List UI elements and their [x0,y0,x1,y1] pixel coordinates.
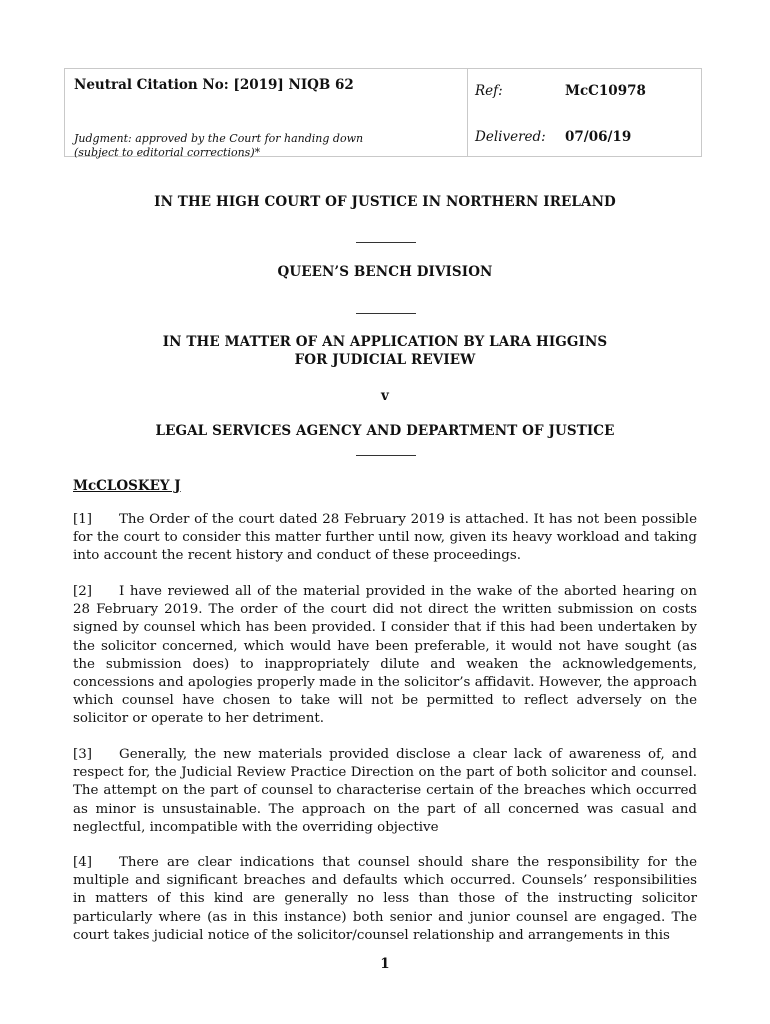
citation-left-cell [74,77,462,159]
paragraph-3 [73,746,697,837]
paragraph-4 [73,854,697,945]
paragraph-text: I have reviewed all of the material provided in the wake of the aborted hearing on 28 February 2019. The order of the court did not direct the written submission on costs signed by counsel which has been provided. I consider that if this had been undertaken by the solicitor concerned, which would have been preferable, it would not have sought (as the submission does) to inappropriately dilute and weaken the acknowledgements, concessions and apologies properly made in the solicitor’s affidavit. However, the approach which counsel have chosen to take will not be permitted to reflect adversely on the solicitor or operate to her detriment. [73,584,697,727]
reference-row [475,83,646,99]
paragraph-text: The Order of the court dated 28 February 2019 is attached. It has not been possible for the court to consider this matter further until now, given its heavy workload and taking into account the recent history and conduct of these proceedings. [73,512,697,564]
paragraph-1 [73,511,697,566]
citation-box-divider [467,69,468,156]
title-rule-3 [356,455,416,456]
judgment-note-line1: Judgment: approved by the Court for handing down [74,132,364,145]
title-rule-1 [356,242,416,243]
ref-value: McC10978 [565,83,646,99]
title-rule-2 [356,313,416,314]
paragraph-number: [4] [73,855,92,870]
neutral-citation: Neutral Citation No: [2019] NIQB 62 [74,77,354,93]
matter-title-line1: IN THE MATTER OF AN APPLICATION BY LARA HIGGINS [162,334,608,350]
judgment-note [74,132,363,160]
paragraph-number: [1] [73,512,92,527]
citation-box [64,68,702,157]
judgment-note-line2: (subject to editorial corrections)* [74,146,261,159]
paragraph-2 [73,583,697,729]
judge-name: McCLOSKEY J [73,478,181,494]
court-title: IN THE HIGH COURT OF JUSTICE IN NORTHERN IRELAND [154,194,616,210]
paragraph-number: [2] [73,584,92,599]
paragraph-text: Generally, the new materials provided disclose a clear lack of awareness of, and respect for, the Judicial Review Practice Direction on the part of both solicitor and counsel. The attempt on the part of counsel to characterise certain of the breaches which occurred as minor is unsustainable. The approach on the part of all concerned was casual and neglectful, incompatible with the overriding objective [73,747,697,835]
paragraph-number: [3] [73,747,92,762]
delivered-row [475,129,631,145]
delivered-label: Delivered: [475,129,546,145]
division-title: QUEEN’S BENCH DIVISION [277,264,493,280]
page-number: 1 [380,956,390,972]
ref-label: Ref: [475,83,503,99]
versus: v [381,388,389,404]
paragraph-text: There are clear indications that counsel should share the responsibility for the multiple and significant breaches and defaults which occurred. Counsels’ responsibilities in matters of this kind are generally no less than those of the instructing solicitor particularly where (as in this instance) both senior and junior counsel are engaged. The court takes judicial notice of the solicitor/counsel relationship and arrangements in this [73,855,697,943]
delivered-value: 07/06/19 [565,129,632,145]
matter-title-line2: FOR JUDICIAL REVIEW [294,352,476,368]
respondents-title: LEGAL SERVICES AGENCY AND DEPARTMENT OF JUSTICE [155,423,615,439]
